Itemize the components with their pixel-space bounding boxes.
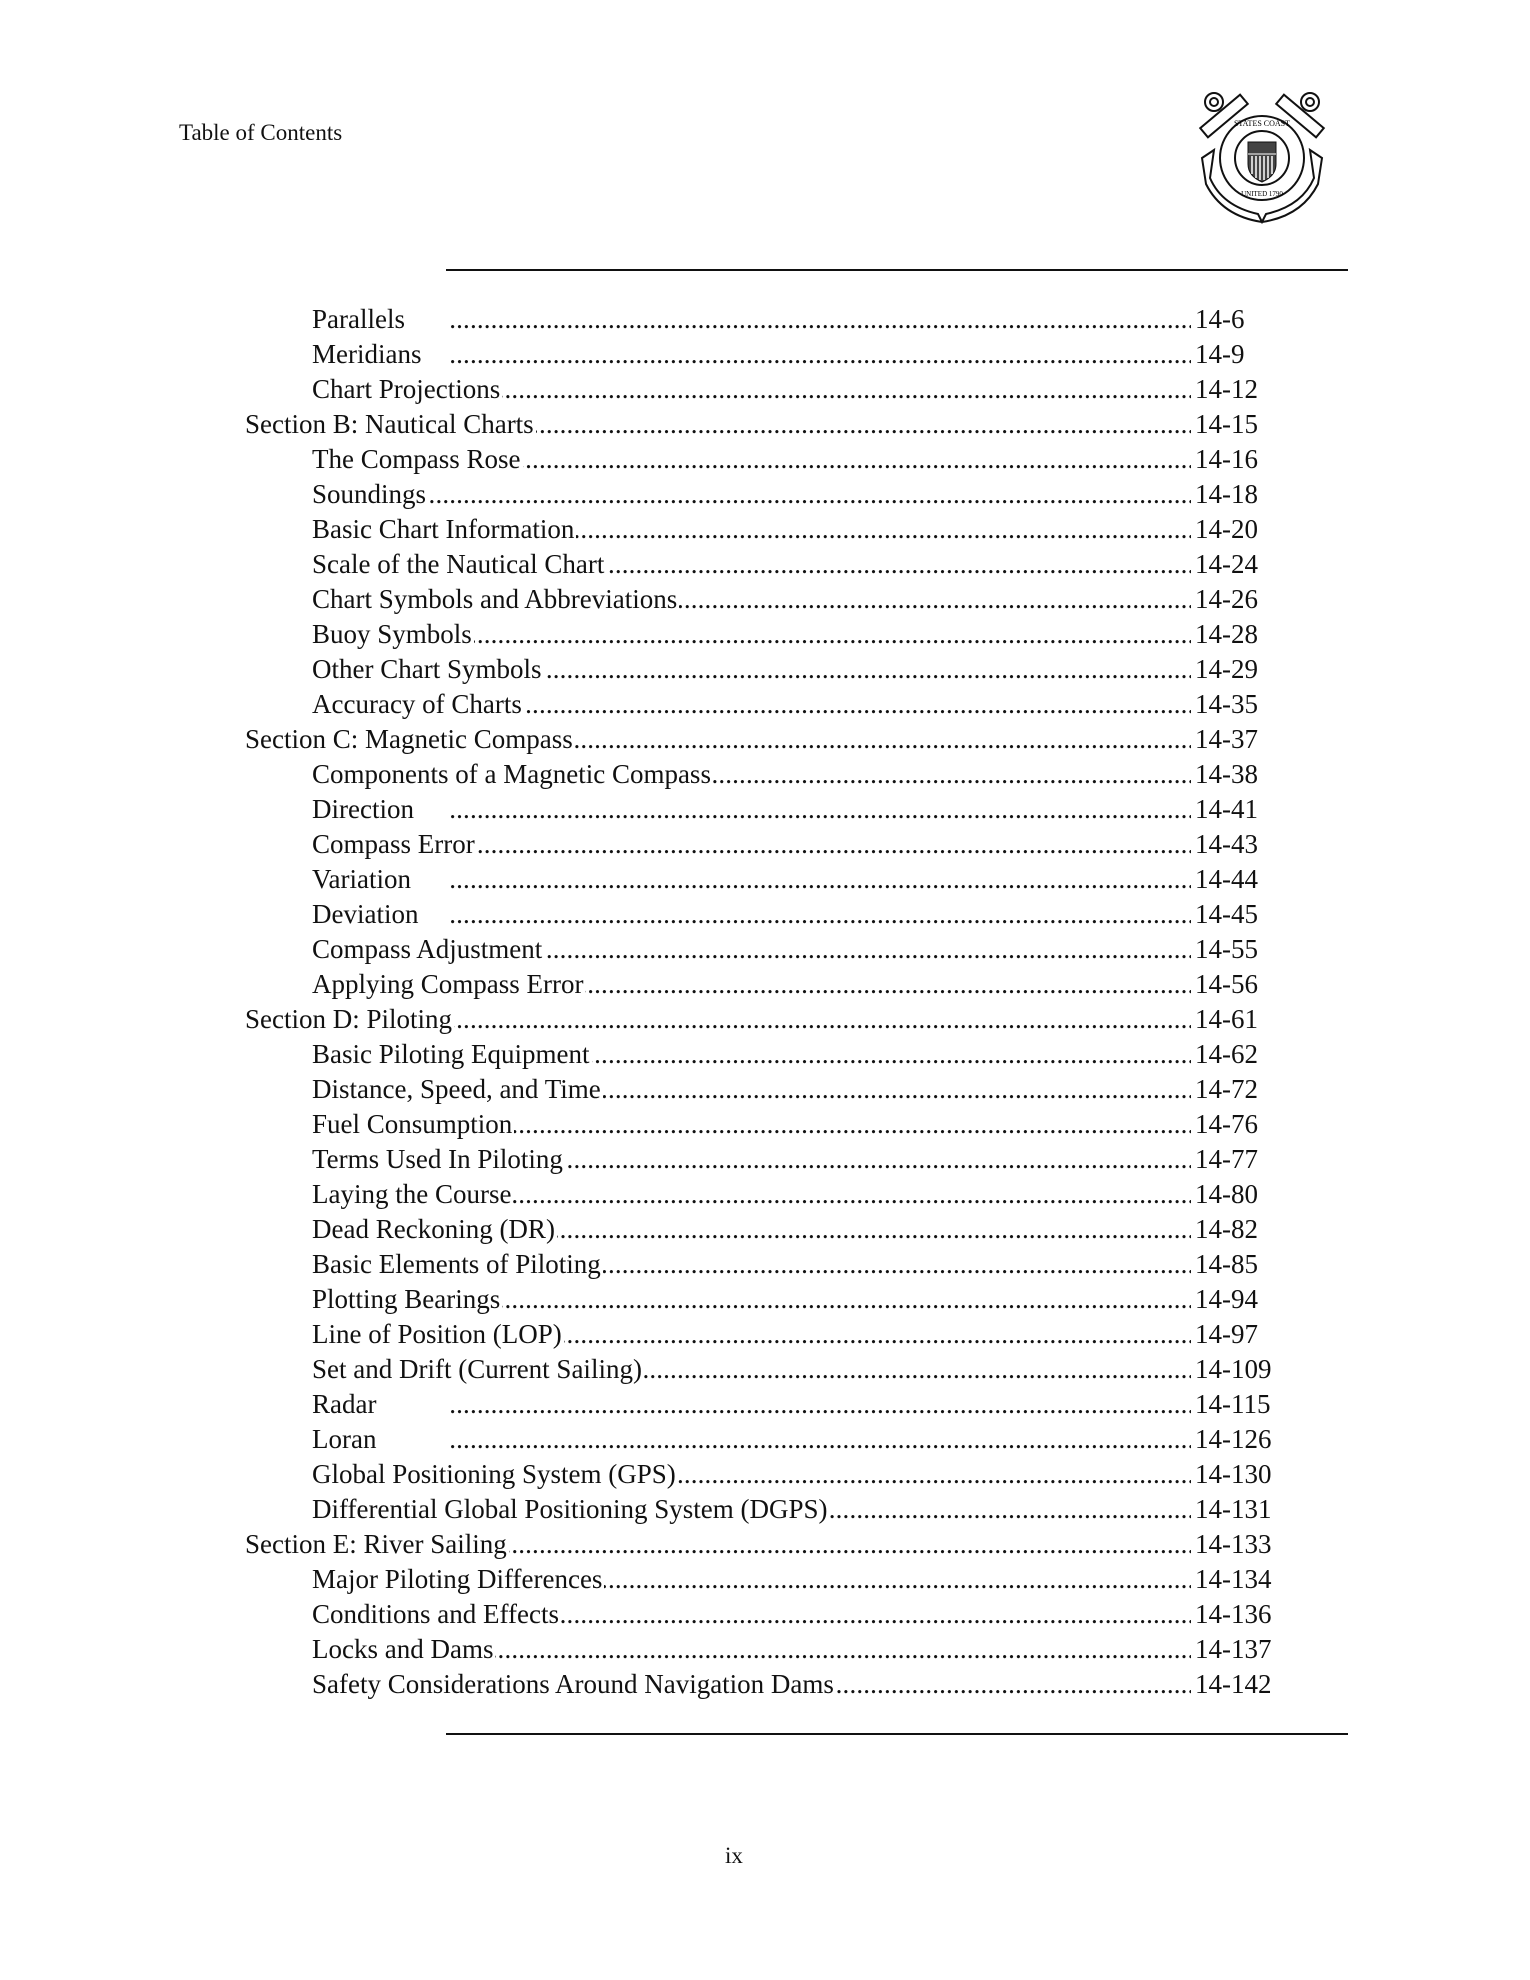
toc-entry-page: 14-43 bbox=[1195, 829, 1258, 859]
dot-leader bbox=[448, 792, 1191, 827]
toc-entry-title: Deviation bbox=[312, 899, 419, 929]
toc-entry-page: 14-24 bbox=[1195, 549, 1258, 579]
toc-entry[interactable] bbox=[245, 932, 1285, 967]
toc-entry-page: 14-35 bbox=[1195, 689, 1258, 719]
toc-entry[interactable] bbox=[245, 652, 1285, 687]
page-number: ix bbox=[725, 1843, 743, 1868]
toc-entry[interactable] bbox=[245, 1072, 1285, 1107]
toc-entry[interactable] bbox=[245, 1457, 1285, 1492]
toc-entry[interactable] bbox=[245, 1667, 1285, 1702]
dot-leader bbox=[603, 1072, 1191, 1107]
dot-leader bbox=[448, 1422, 1191, 1457]
dot-leader bbox=[448, 337, 1191, 372]
svg-text:UNITED 1790: UNITED 1790 bbox=[1241, 190, 1283, 198]
toc-entry[interactable] bbox=[245, 1597, 1285, 1632]
toc-entry-title: Terms Used In Piloting bbox=[312, 1144, 563, 1174]
toc-entry[interactable] bbox=[245, 1352, 1285, 1387]
dot-leader bbox=[474, 617, 1191, 652]
toc-entry-page: 14-28 bbox=[1195, 619, 1258, 649]
dot-leader bbox=[606, 547, 1191, 582]
dot-leader bbox=[454, 1002, 1191, 1037]
toc-entry-page: 14-131 bbox=[1195, 1494, 1272, 1524]
toc-entry[interactable] bbox=[245, 512, 1285, 547]
toc-entry-title: Meridians bbox=[312, 339, 422, 369]
dot-leader bbox=[564, 1317, 1191, 1352]
toc-entry-page: 14-82 bbox=[1195, 1214, 1258, 1244]
dot-leader bbox=[679, 582, 1191, 617]
toc-entry[interactable] bbox=[245, 302, 1285, 337]
toc-entry-title: Major Piloting Differences bbox=[312, 1564, 603, 1594]
toc-entry-page: 14-18 bbox=[1195, 479, 1258, 509]
dot-leader bbox=[448, 1387, 1191, 1422]
toc-entry-title: Radar bbox=[312, 1389, 377, 1419]
toc-entry[interactable] bbox=[245, 722, 1285, 757]
toc-entry[interactable] bbox=[245, 1037, 1285, 1072]
dot-leader bbox=[544, 652, 1192, 687]
toc-entry-page: 14-136 bbox=[1195, 1599, 1272, 1629]
dot-leader bbox=[502, 372, 1191, 407]
toc-entry[interactable] bbox=[245, 687, 1285, 722]
dot-leader bbox=[575, 722, 1191, 757]
toc-entry-page: 14-115 bbox=[1195, 1389, 1271, 1419]
toc-entry-page: 14-44 bbox=[1195, 864, 1258, 894]
dot-leader bbox=[576, 512, 1191, 547]
toc-entry-title: Loran bbox=[312, 1424, 377, 1454]
dot-leader bbox=[514, 1107, 1191, 1142]
dot-leader bbox=[557, 1212, 1191, 1247]
toc-entry-title: Locks and Dams bbox=[312, 1634, 494, 1664]
dot-leader bbox=[523, 442, 1192, 477]
toc-entry[interactable] bbox=[245, 1282, 1285, 1317]
toc-entry[interactable] bbox=[245, 1387, 1285, 1422]
toc-entry[interactable] bbox=[245, 792, 1285, 827]
toc-entry-page: 14-97 bbox=[1195, 1319, 1258, 1349]
toc-entry-title: Applying Compass Error bbox=[312, 969, 584, 999]
toc-entry-title: Line of Position (LOP) bbox=[312, 1319, 562, 1349]
toc-entry-page: 14-94 bbox=[1195, 1284, 1258, 1314]
toc-entry-page: 14-45 bbox=[1195, 899, 1258, 929]
toc-entry-title: Set and Drift (Current Sailing) bbox=[312, 1354, 642, 1384]
toc-entry-title: Basic Elements of Piloting bbox=[312, 1249, 601, 1279]
toc-entry-page: 14-37 bbox=[1195, 724, 1258, 754]
toc-entry-page: 14-76 bbox=[1195, 1109, 1258, 1139]
toc-entry[interactable] bbox=[245, 1247, 1285, 1282]
toc-entry-title: Global Positioning System (GPS) bbox=[312, 1459, 676, 1489]
toc-entry[interactable] bbox=[245, 897, 1285, 932]
toc-entry-title: Chart Projections bbox=[312, 374, 501, 404]
toc-entry-page: 14-6 bbox=[1195, 304, 1245, 334]
toc-entry-title: Fuel Consumption bbox=[312, 1109, 513, 1139]
toc-entry-title: Safety Considerations Around Navigation Dams bbox=[312, 1669, 834, 1699]
dot-leader bbox=[477, 827, 1191, 862]
toc-entry-page: 14-77 bbox=[1195, 1144, 1258, 1174]
toc-entry-page: 14-130 bbox=[1195, 1459, 1272, 1489]
dot-leader bbox=[561, 1597, 1191, 1632]
dot-leader bbox=[836, 1667, 1191, 1702]
coast-guard-seal-logo bbox=[1192, 88, 1332, 224]
toc-entry[interactable] bbox=[245, 1632, 1285, 1667]
toc-entry-page: 14-80 bbox=[1195, 1179, 1258, 1209]
toc-entry-page: 14-26 bbox=[1195, 584, 1258, 614]
toc-entry-title: Buoy Symbols bbox=[312, 619, 472, 649]
dot-leader bbox=[524, 687, 1191, 722]
toc-entry-page: 14-29 bbox=[1195, 654, 1258, 684]
toc-entry[interactable] bbox=[245, 1142, 1285, 1177]
toc-entry[interactable] bbox=[245, 337, 1285, 372]
toc-entry-title: Accuracy of Charts bbox=[312, 689, 522, 719]
toc-entry-page: 14-61 bbox=[1195, 1004, 1258, 1034]
toc-entry[interactable] bbox=[245, 1002, 1285, 1037]
toc-entry[interactable] bbox=[245, 407, 1285, 442]
toc-entry-page: 14-20 bbox=[1195, 514, 1258, 544]
toc-entry[interactable] bbox=[245, 1317, 1285, 1352]
toc-entry-title: Section D: Piloting bbox=[245, 1004, 453, 1034]
toc-entry-page: 14-126 bbox=[1195, 1424, 1272, 1454]
toc-entry[interactable] bbox=[245, 1422, 1285, 1457]
dot-leader bbox=[713, 757, 1191, 792]
toc-entry-title: Conditions and Effects bbox=[312, 1599, 559, 1629]
toc-entry-title: Section B: Nautical Charts bbox=[245, 409, 534, 439]
dot-leader bbox=[509, 1527, 1191, 1562]
toc-entry-title: Soundings bbox=[312, 479, 427, 509]
toc-entry-title: Components of a Magnetic Compass bbox=[312, 759, 711, 789]
table-of-contents bbox=[245, 302, 1285, 1702]
toc-entry-page: 14-137 bbox=[1195, 1634, 1272, 1664]
toc-entry-title: Variation bbox=[312, 864, 411, 894]
toc-entry[interactable] bbox=[245, 1177, 1285, 1212]
toc-entry[interactable] bbox=[245, 967, 1285, 1002]
dot-leader bbox=[565, 1142, 1191, 1177]
dot-leader bbox=[603, 1247, 1191, 1282]
toc-entry[interactable] bbox=[245, 862, 1285, 897]
toc-entry-title: Section E: River Sailing bbox=[245, 1529, 507, 1559]
toc-entry[interactable] bbox=[245, 757, 1285, 792]
toc-entry-page: 14-133 bbox=[1195, 1529, 1272, 1559]
toc-entry-title: Section C: Magnetic Compass bbox=[245, 724, 573, 754]
dot-leader bbox=[502, 1282, 1191, 1317]
toc-entry-title: Laying the Course bbox=[312, 1179, 512, 1209]
top-rule bbox=[446, 269, 1348, 271]
toc-entry-title: Dead Reckoning (DR) bbox=[312, 1214, 555, 1244]
dot-leader bbox=[448, 862, 1191, 897]
toc-entry-page: 14-109 bbox=[1195, 1354, 1272, 1384]
toc-entry[interactable] bbox=[245, 547, 1285, 582]
toc-entry-title: Direction bbox=[312, 794, 414, 824]
toc-entry-title: The Compass Rose bbox=[312, 444, 521, 474]
toc-entry[interactable] bbox=[245, 1562, 1285, 1597]
dot-leader bbox=[448, 302, 1191, 337]
toc-entry-page: 14-85 bbox=[1195, 1249, 1258, 1279]
toc-entry-title: Basic Chart Information bbox=[312, 514, 575, 544]
dot-leader bbox=[448, 897, 1191, 932]
dot-leader bbox=[644, 1352, 1191, 1387]
toc-entry-title: Differential Global Positioning System (DGPS) bbox=[312, 1494, 828, 1524]
toc-entry-page: 14-62 bbox=[1195, 1039, 1258, 1069]
toc-entry[interactable] bbox=[245, 1212, 1285, 1247]
toc-entry-page: 14-134 bbox=[1195, 1564, 1272, 1594]
toc-entry-page: 14-9 bbox=[1195, 339, 1245, 369]
toc-entry-title: Plotting Bearings bbox=[312, 1284, 501, 1314]
toc-entry-title: Compass Error bbox=[312, 829, 475, 859]
toc-entry-page: 14-142 bbox=[1195, 1669, 1272, 1699]
toc-entry-page: 14-41 bbox=[1195, 794, 1258, 824]
dot-leader bbox=[829, 1492, 1191, 1527]
toc-entry-title: Basic Piloting Equipment bbox=[312, 1039, 590, 1069]
toc-entry-page: 14-12 bbox=[1195, 374, 1258, 404]
toc-entry-page: 14-56 bbox=[1195, 969, 1258, 999]
toc-entry-title: Chart Symbols and Abbreviations bbox=[312, 584, 678, 614]
dot-leader bbox=[428, 477, 1191, 512]
dot-leader bbox=[592, 1037, 1192, 1072]
dot-leader bbox=[604, 1562, 1191, 1597]
running-header: Table of Contents bbox=[179, 120, 343, 145]
toc-entry-page: 14-38 bbox=[1195, 759, 1258, 789]
toc-entry-title: Scale of the Nautical Chart bbox=[312, 549, 605, 579]
toc-entry-title: Distance, Speed, and Time bbox=[312, 1074, 601, 1104]
bottom-rule bbox=[446, 1733, 1348, 1735]
svg-text:STATES COAST: STATES COAST bbox=[1233, 119, 1291, 128]
toc-entry[interactable] bbox=[245, 1527, 1285, 1562]
toc-entry[interactable] bbox=[245, 1107, 1285, 1142]
toc-entry-page: 14-72 bbox=[1195, 1074, 1258, 1104]
dot-leader bbox=[495, 1632, 1191, 1667]
dot-leader bbox=[536, 407, 1191, 442]
dot-leader bbox=[513, 1177, 1191, 1212]
toc-entry-page: 14-15 bbox=[1195, 409, 1258, 439]
toc-entry-title: Other Chart Symbols bbox=[312, 654, 542, 684]
toc-entry-page: 14-16 bbox=[1195, 444, 1258, 474]
toc-entry-title: Compass Adjustment bbox=[312, 934, 543, 964]
toc-entry[interactable] bbox=[245, 617, 1285, 652]
dot-leader bbox=[544, 932, 1191, 967]
toc-entry[interactable] bbox=[245, 372, 1285, 407]
toc-entry[interactable] bbox=[245, 477, 1285, 512]
toc-entry-page: 14-55 bbox=[1195, 934, 1258, 964]
toc-entry[interactable] bbox=[245, 442, 1285, 477]
toc-entry-title: Parallels bbox=[312, 304, 405, 334]
dot-leader bbox=[678, 1457, 1191, 1492]
toc-entry[interactable] bbox=[245, 582, 1285, 617]
toc-entry[interactable] bbox=[245, 1492, 1285, 1527]
toc-entry[interactable] bbox=[245, 827, 1285, 862]
dot-leader bbox=[585, 967, 1191, 1002]
